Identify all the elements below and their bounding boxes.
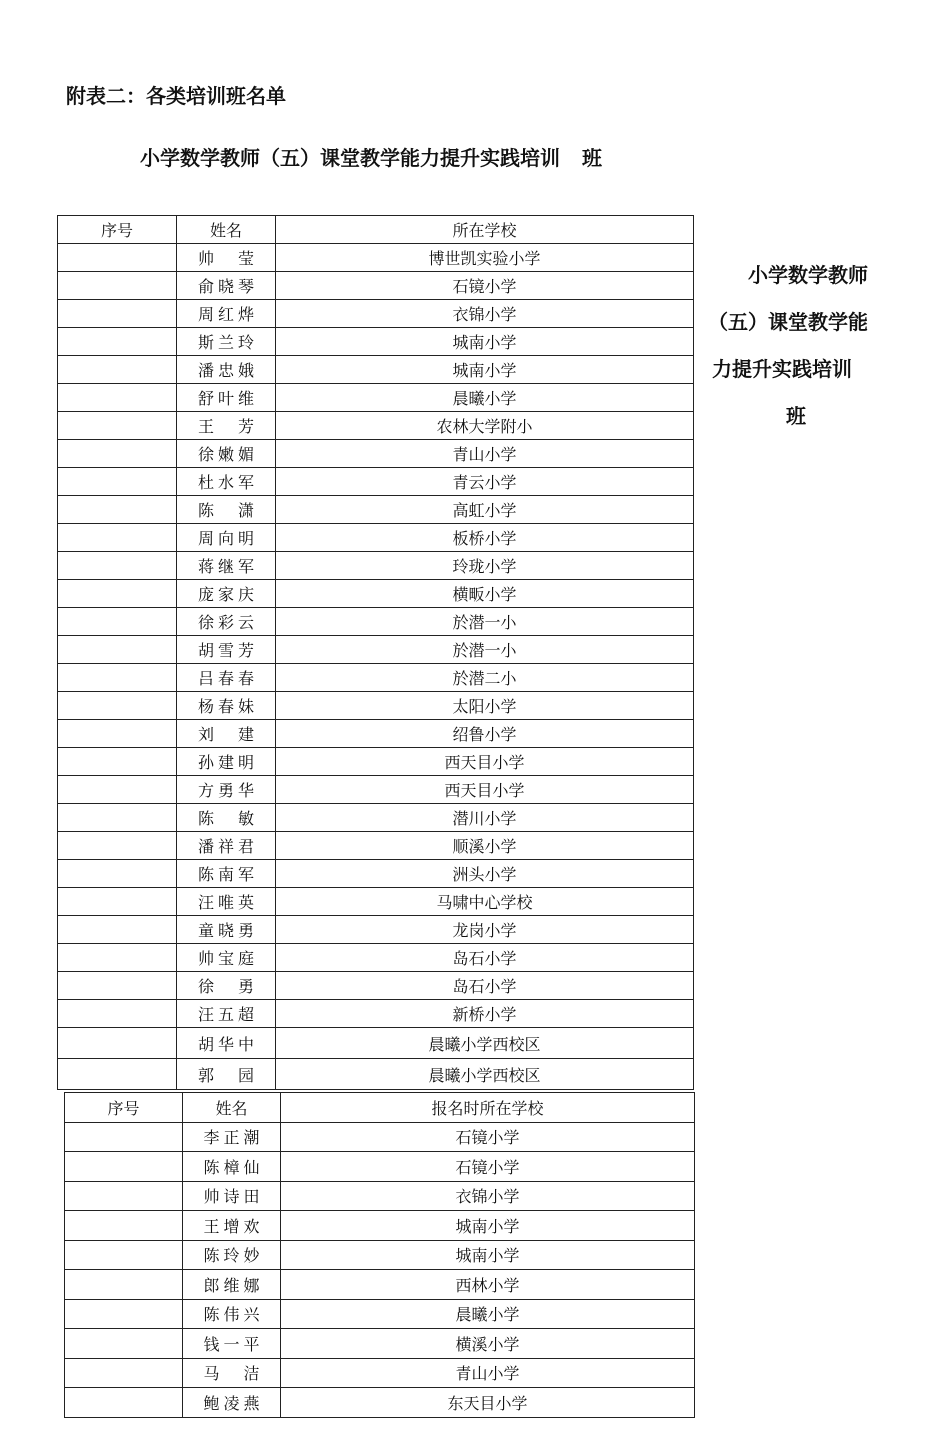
school-cell-text: 农林大学附小 <box>436 417 533 436</box>
name-cell <box>177 496 276 524</box>
row-number-cell <box>58 720 177 748</box>
school-cell-text: 青云小学 <box>452 473 517 492</box>
school-cell-text: 太阳小学 <box>452 697 517 716</box>
table-row <box>58 1028 694 1059</box>
name-cell <box>177 720 276 748</box>
row-number-cell <box>65 1240 183 1270</box>
header-no: 序号 <box>58 216 177 244</box>
name-cell <box>177 440 276 468</box>
row-number-cell <box>58 328 177 356</box>
school-cell <box>276 608 694 636</box>
table-row <box>58 860 694 888</box>
class-title-tail: 班 <box>582 146 602 170</box>
side-note-line: 班 <box>786 404 806 428</box>
row-number-cell <box>65 1388 183 1418</box>
class-title <box>140 142 602 171</box>
name-cell <box>177 776 276 804</box>
row-number-cell <box>58 524 177 552</box>
name-cell <box>183 1181 281 1211</box>
name-cell-text: 潘忠娥 <box>198 361 254 380</box>
name-cell <box>183 1358 281 1388</box>
school-cell-text: 石镜小学 <box>455 1128 520 1148</box>
name-cell <box>177 832 276 860</box>
class-title-main: 小学数学教师（五）课堂教学能力提升实践培训 <box>140 146 560 170</box>
row-number-cell <box>58 832 177 860</box>
school-cell-text: 青山小学 <box>455 1364 520 1384</box>
school-cell <box>276 944 694 972</box>
name-cell-text: 帅宝庭 <box>198 949 254 968</box>
header-name: 姓名 <box>183 1093 281 1123</box>
school-cell <box>281 1329 695 1359</box>
name-cell-text: 俞晓琴 <box>198 277 254 296</box>
school-cell <box>276 804 694 832</box>
school-cell-text: 西天目小学 <box>444 753 525 772</box>
name-cell <box>177 608 276 636</box>
name-cell <box>177 1000 276 1028</box>
school-cell-text: 西林小学 <box>455 1275 520 1295</box>
school-cell-text: 潜川小学 <box>452 809 517 828</box>
school-cell <box>276 384 694 412</box>
row-number-cell <box>58 664 177 692</box>
table-row <box>58 972 694 1000</box>
name-cell-text: 马 洁 <box>203 1364 260 1384</box>
name-cell-text: 方勇华 <box>198 781 254 800</box>
school-cell <box>276 832 694 860</box>
school-cell <box>276 272 694 300</box>
school-cell <box>276 748 694 776</box>
table-row <box>58 608 694 636</box>
row-number-cell <box>58 440 177 468</box>
name-cell-text: 陈 敏 <box>198 809 254 828</box>
row-number-cell <box>58 1000 177 1028</box>
name-cell-text: 徐彩云 <box>198 613 254 632</box>
row-number-cell <box>58 496 177 524</box>
row-number-cell <box>58 636 177 664</box>
name-cell <box>177 300 276 328</box>
name-cell <box>177 524 276 552</box>
table-row <box>58 1000 694 1028</box>
name-cell <box>177 272 276 300</box>
table-row <box>58 916 694 944</box>
school-cell <box>281 1122 695 1152</box>
school-cell <box>281 1181 695 1211</box>
school-cell-text: 衣锦小学 <box>455 1187 520 1207</box>
row-number-cell <box>58 776 177 804</box>
row-number-cell <box>58 888 177 916</box>
name-cell-text: 吕春春 <box>198 669 254 688</box>
name-cell <box>177 860 276 888</box>
table-header-row <box>58 216 694 244</box>
school-cell <box>276 664 694 692</box>
table-row <box>58 804 694 832</box>
table-row <box>58 440 694 468</box>
table-row <box>58 1059 694 1090</box>
name-cell <box>177 384 276 412</box>
name-cell <box>177 972 276 1000</box>
name-cell <box>177 888 276 916</box>
row-number-cell <box>58 300 177 328</box>
row-number-cell <box>58 356 177 384</box>
name-cell-text: 郎维娜 <box>203 1275 260 1295</box>
name-cell-text: 钱一平 <box>203 1334 260 1354</box>
school-cell-text: 板桥小学 <box>452 529 517 548</box>
school-cell <box>281 1299 695 1329</box>
table-row <box>58 748 694 776</box>
name-cell-text: 王 芳 <box>198 417 254 436</box>
school-cell-text: 石镜小学 <box>455 1157 520 1177</box>
name-cell <box>177 328 276 356</box>
row-number-cell <box>58 272 177 300</box>
school-cell-text: 岛石小学 <box>452 977 517 996</box>
name-cell-text: 汪唯英 <box>198 893 254 912</box>
side-note-line: （五）课堂教学能 <box>708 310 868 334</box>
table-row <box>58 636 694 664</box>
school-cell-text: 横溪小学 <box>455 1334 520 1354</box>
school-cell <box>281 1388 695 1418</box>
school-cell-text: 於潜一小 <box>452 613 517 632</box>
row-number-cell <box>58 468 177 496</box>
name-cell <box>177 636 276 664</box>
name-cell-text: 陈樟仙 <box>203 1157 260 1177</box>
name-cell <box>177 692 276 720</box>
header-school: 报名时所在学校 <box>281 1093 695 1123</box>
name-cell-text: 徐嫩媚 <box>198 445 254 464</box>
school-cell <box>276 440 694 468</box>
table-row <box>58 300 694 328</box>
school-cell-text: 绍鲁小学 <box>452 725 517 744</box>
school-cell <box>276 524 694 552</box>
table-row <box>58 944 694 972</box>
name-cell-text: 周红烨 <box>198 305 254 324</box>
header-school: 所在学校 <box>276 216 694 244</box>
school-cell <box>281 1152 695 1182</box>
table-row <box>58 888 694 916</box>
roster-table-2 <box>64 1092 695 1418</box>
table-row <box>58 356 694 384</box>
school-cell <box>276 412 694 440</box>
name-cell-text: 陈伟兴 <box>203 1305 260 1325</box>
name-cell <box>183 1329 281 1359</box>
table-header-row <box>65 1093 695 1123</box>
name-cell <box>177 664 276 692</box>
name-cell-text: 鲍凌燕 <box>203 1393 260 1413</box>
name-cell-text: 王增欢 <box>203 1216 260 1236</box>
name-cell-text: 潘祥君 <box>198 837 254 856</box>
school-cell-text: 西天目小学 <box>444 781 525 800</box>
name-cell <box>183 1270 281 1300</box>
name-cell-text: 周向明 <box>198 529 254 548</box>
name-cell-text: 徐 勇 <box>198 977 254 996</box>
appendix-title: 附表二：各类培训班名单 <box>66 84 286 108</box>
row-number-cell <box>65 1152 183 1182</box>
row-number-cell <box>65 1211 183 1241</box>
school-cell-text: 龙岗小学 <box>452 921 517 940</box>
table-row <box>58 664 694 692</box>
side-note-class-name <box>708 252 888 440</box>
row-number-cell <box>58 972 177 1000</box>
row-number-cell <box>65 1358 183 1388</box>
table-row <box>58 272 694 300</box>
table-row <box>65 1329 695 1359</box>
school-cell-text: 城南小学 <box>452 333 517 352</box>
school-cell-text: 晨曦小学西校区 <box>428 1034 541 1054</box>
school-cell <box>276 552 694 580</box>
school-cell-text: 横畈小学 <box>452 585 517 604</box>
row-number-cell <box>58 1059 177 1090</box>
row-number-cell <box>65 1181 183 1211</box>
school-cell-text: 马啸中心学校 <box>436 893 533 912</box>
name-cell <box>183 1388 281 1418</box>
school-cell-text: 衣锦小学 <box>452 305 517 324</box>
school-cell-text: 高虹小学 <box>452 501 517 520</box>
table-row <box>58 328 694 356</box>
name-cell-text: 汪五超 <box>198 1005 254 1024</box>
school-cell-text: 石镜小学 <box>452 277 517 296</box>
school-cell-text: 青山小学 <box>452 445 517 464</box>
name-cell-text: 斯兰玲 <box>198 333 254 352</box>
table-row <box>65 1181 695 1211</box>
school-cell <box>281 1240 695 1270</box>
name-cell-text: 陈南军 <box>198 865 254 884</box>
school-cell-text: 城南小学 <box>452 361 517 380</box>
school-cell-text: 晨曦小学 <box>455 1305 520 1325</box>
school-cell <box>276 776 694 804</box>
side-note-line: 小学数学教师 <box>748 263 868 287</box>
table-row <box>65 1358 695 1388</box>
row-number-cell <box>58 552 177 580</box>
table-row <box>58 244 694 272</box>
row-number-cell <box>58 384 177 412</box>
name-cell <box>177 468 276 496</box>
school-cell <box>276 972 694 1000</box>
table-row <box>65 1152 695 1182</box>
school-cell <box>281 1358 695 1388</box>
school-cell-text: 城南小学 <box>455 1246 520 1266</box>
name-cell-text: 童晓勇 <box>198 921 254 940</box>
name-cell <box>183 1152 281 1182</box>
row-number-cell <box>58 244 177 272</box>
school-cell <box>276 1028 694 1059</box>
school-cell-text: 晨曦小学西校区 <box>428 1065 541 1085</box>
school-cell <box>276 496 694 524</box>
row-number-cell <box>65 1270 183 1300</box>
row-number-cell <box>58 412 177 440</box>
row-number-cell <box>58 748 177 776</box>
school-cell <box>281 1211 695 1241</box>
school-cell <box>276 692 694 720</box>
row-number-cell <box>65 1299 183 1329</box>
school-cell-text: 新桥小学 <box>452 1005 517 1024</box>
school-cell-text: 城南小学 <box>455 1216 520 1236</box>
school-cell-text: 岛石小学 <box>452 949 517 968</box>
name-cell-text: 孙建明 <box>198 753 254 772</box>
school-cell-text: 玲珑小学 <box>452 557 517 576</box>
table-row <box>58 552 694 580</box>
header-no: 序号 <box>65 1093 183 1123</box>
row-number-cell <box>58 916 177 944</box>
side-note-line: 力提升实践培训 <box>712 357 852 381</box>
school-cell <box>276 1000 694 1028</box>
table-row <box>58 580 694 608</box>
school-cell <box>276 300 694 328</box>
table-row <box>65 1270 695 1300</box>
name-cell <box>177 244 276 272</box>
table-row <box>58 412 694 440</box>
name-cell-text: 杜水军 <box>198 473 254 492</box>
name-cell <box>183 1122 281 1152</box>
row-number-cell <box>58 608 177 636</box>
name-cell <box>177 748 276 776</box>
name-cell <box>177 1028 276 1059</box>
table-row <box>58 832 694 860</box>
name-cell <box>183 1211 281 1241</box>
name-cell-text: 帅诗田 <box>203 1187 260 1207</box>
name-cell-text: 舒叶维 <box>198 389 254 408</box>
school-cell <box>276 580 694 608</box>
header-name: 姓名 <box>177 216 276 244</box>
school-cell <box>276 468 694 496</box>
table-row <box>58 496 694 524</box>
name-cell-text: 帅 莹 <box>198 249 254 268</box>
name-cell <box>177 944 276 972</box>
row-number-cell <box>58 944 177 972</box>
name-cell <box>183 1299 281 1329</box>
table-row <box>58 776 694 804</box>
table-row <box>65 1388 695 1418</box>
name-cell <box>177 580 276 608</box>
table-row <box>58 720 694 748</box>
row-number-cell <box>58 860 177 888</box>
row-number-cell <box>58 804 177 832</box>
school-cell <box>276 888 694 916</box>
table-row <box>58 524 694 552</box>
row-number-cell <box>65 1329 183 1359</box>
school-cell <box>276 860 694 888</box>
school-cell <box>276 328 694 356</box>
row-number-cell <box>58 580 177 608</box>
school-cell <box>276 720 694 748</box>
table-row <box>58 468 694 496</box>
table-row <box>65 1240 695 1270</box>
name-cell <box>177 916 276 944</box>
name-cell <box>177 356 276 384</box>
table-row <box>65 1211 695 1241</box>
school-cell-text: 晨曦小学 <box>452 389 517 408</box>
table-row <box>58 692 694 720</box>
school-cell-text: 於潜一小 <box>452 641 517 660</box>
school-cell-text: 於潜二小 <box>452 669 517 688</box>
name-cell <box>177 412 276 440</box>
school-cell <box>276 356 694 384</box>
name-cell <box>177 804 276 832</box>
school-cell-text: 洲头小学 <box>452 865 517 884</box>
row-number-cell <box>58 692 177 720</box>
school-cell <box>281 1270 695 1300</box>
roster-table-1 <box>57 215 694 1090</box>
row-number-cell <box>58 1028 177 1059</box>
name-cell <box>177 552 276 580</box>
name-cell-text: 陈玲妙 <box>203 1246 260 1266</box>
school-cell-text: 东天目小学 <box>447 1393 528 1413</box>
name-cell-text: 胡雪芳 <box>198 641 254 660</box>
school-cell <box>276 1059 694 1090</box>
school-cell <box>276 244 694 272</box>
school-cell <box>276 916 694 944</box>
school-cell-text: 博世凯实验小学 <box>428 249 541 268</box>
name-cell <box>183 1240 281 1270</box>
table-row <box>65 1122 695 1152</box>
table-row <box>65 1299 695 1329</box>
row-number-cell <box>65 1122 183 1152</box>
name-cell-text: 蒋继军 <box>198 557 254 576</box>
name-cell-text: 郭 园 <box>198 1065 254 1085</box>
name-cell-text: 陈 潇 <box>198 501 254 520</box>
name-cell-text: 杨春妹 <box>198 697 254 716</box>
name-cell-text: 刘 建 <box>198 725 254 744</box>
name-cell-text: 李正潮 <box>203 1128 260 1148</box>
name-cell <box>177 1059 276 1090</box>
school-cell-text: 顺溪小学 <box>452 837 517 856</box>
name-cell-text: 胡华中 <box>198 1034 254 1054</box>
school-cell <box>276 636 694 664</box>
name-cell-text: 庞家庆 <box>198 585 254 604</box>
table-row <box>58 384 694 412</box>
